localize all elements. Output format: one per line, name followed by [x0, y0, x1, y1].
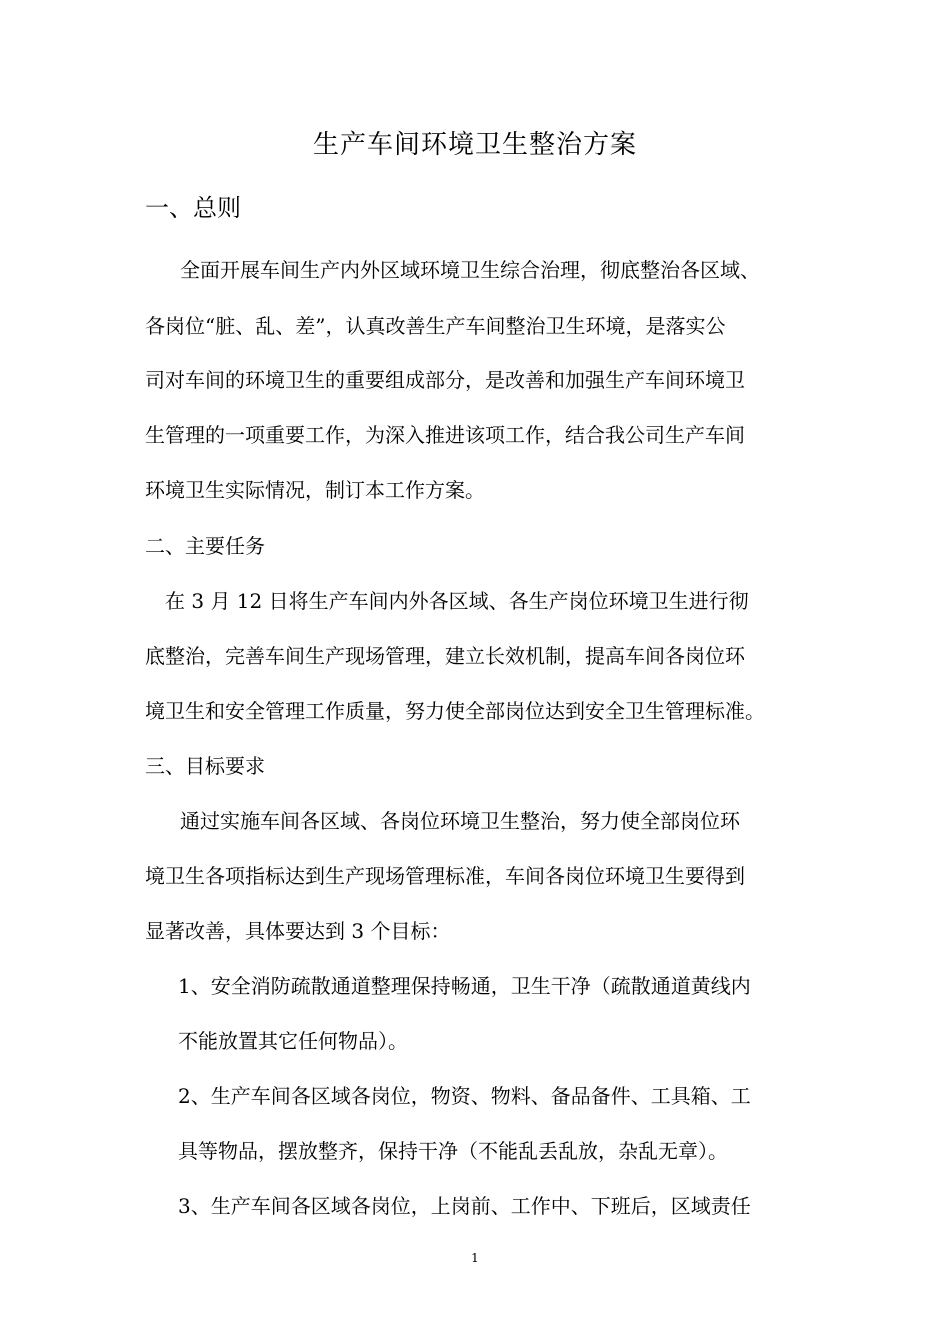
paragraph-line: 司对车间的环境卫生的重要组成部分，是改善和加强生产车间环境卫 [145, 368, 745, 392]
paragraph-line: 全面开展车间生产内外区域环境卫生综合治理，彻底整治各区域、 [180, 258, 760, 282]
list-item-line: 3、生产车间各区域各岗位，上岗前、工作中、下班后，区域责任 [178, 1194, 751, 1218]
paragraph-line: 生管理的一项重要工作，为深入推进该项工作，结合我公司生产车间 [145, 423, 745, 447]
list-item-line: 2、生产车间各区域各岗位，物资、物料、备品备件、工具箱、工 [178, 1084, 751, 1108]
section-heading-general: 一、总则 [145, 194, 241, 222]
paragraph-line: 通过实施车间各区域、各岗位环境卫生整治，努力使全部岗位环 [180, 809, 740, 833]
list-item-line: 具等物品，摆放整齐，保持干净（不能乱丢乱放，杂乱无章）。 [178, 1139, 728, 1163]
section-heading-main-tasks: 二、主要任务 [145, 534, 265, 558]
paragraph-line: 境卫生和安全管理工作质量，努力使全部岗位达到安全卫生管理标准。 [145, 699, 765, 723]
paragraph-line: 显著改善，具体要达到 3 个目标： [145, 919, 451, 943]
paragraph-line: 底整治，完善车间生产现场管理，建立长效机制，提高车间各岗位环 [145, 644, 745, 668]
section-heading-goals: 三、目标要求 [145, 754, 265, 778]
paragraph-line: 境卫生各项指标达到生产现场管理标准，车间各岗位环境卫生要得到 [145, 864, 745, 888]
document-title: 生产车间环境卫生整治方案 [312, 130, 637, 160]
list-item-line: 1、安全消防疏散通道整理保持畅通，卫生干净（疏散通道黄线内 [178, 974, 751, 998]
page-number: 1 [471, 1251, 479, 1265]
paragraph-line: 各岗位“脏、乱、差”，认真改善生产车间整治卫生环境，是落实公 [145, 314, 726, 338]
paragraph-line: 环境卫生实际情况，制订本工作方案。 [145, 478, 485, 502]
paragraph-line: 在 3 月 12 日将生产车间内外各区域、各生产岗位环境卫生进行彻 [165, 589, 749, 613]
list-item-line: 不能放置其它任何物品）。 [178, 1029, 408, 1053]
